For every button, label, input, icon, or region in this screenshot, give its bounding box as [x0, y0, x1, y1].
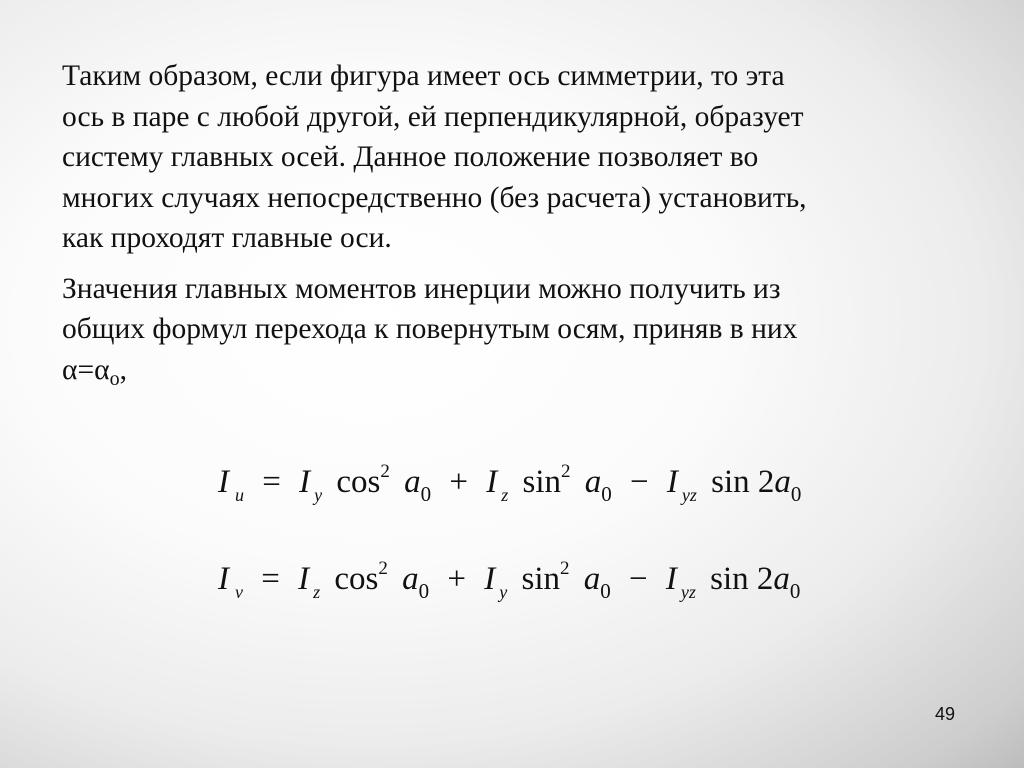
coefficient: 2: [756, 561, 774, 597]
symbol-i: I: [666, 464, 678, 500]
plus-sign: +: [449, 464, 468, 500]
power: 2: [560, 558, 570, 579]
formula-iu: [218, 452, 801, 515]
text-line: как проходят главные оси.: [62, 222, 392, 254]
alpha-line: [62, 350, 962, 400]
symbol-i: I: [218, 464, 229, 500]
angle-subscript: 0: [418, 579, 430, 603]
subscript: v: [235, 582, 243, 602]
cos-function: cos: [334, 561, 379, 597]
sin-function: sin: [521, 561, 561, 597]
text-line: многих случаях непосредственно (без расчета) установить,: [62, 181, 807, 214]
symbol-i: I: [298, 561, 310, 597]
text-line: Таким образом, если фигура имеет ось симметрии, то эта: [62, 60, 785, 92]
subscript: z: [313, 582, 321, 602]
subscript: y: [314, 485, 323, 505]
paragraph-axis-symmetry: [62, 56, 962, 259]
sin-function: sin: [711, 464, 750, 500]
paragraph-principal-moments: [62, 269, 962, 400]
page-number: 49: [935, 704, 956, 724]
symbol-i: I: [484, 561, 496, 597]
minus-sign: −: [629, 561, 648, 597]
symbol-i: I: [486, 464, 498, 500]
slide-body: [62, 56, 962, 399]
comma: ,: [119, 353, 127, 386]
angle-symbol: a: [402, 561, 419, 597]
text-line: общих формул перехода к повернутым осям, приняв в них: [62, 313, 798, 345]
cos-function: cos: [336, 464, 381, 500]
symbol-i: I: [299, 464, 311, 500]
symbol-i: I: [218, 561, 229, 597]
angle-symbol: a: [774, 464, 791, 500]
subscript: y: [499, 582, 508, 602]
coefficient: 2: [757, 464, 775, 500]
equals-sign: =: [77, 353, 95, 386]
angle-subscript: 0: [601, 482, 612, 506]
equals-sign: =: [261, 561, 280, 597]
angle-subscript: 0: [420, 482, 432, 506]
alpha-symbol-zero: α: [94, 353, 110, 386]
text-line: ось в паре с любой другой, ей перпендикулярной, образует: [62, 100, 804, 133]
angle-subscript: 0: [790, 482, 802, 506]
power: 2: [378, 558, 388, 579]
subscript: yz: [680, 582, 696, 602]
minus-sign: −: [630, 464, 649, 500]
subscript: yz: [681, 485, 697, 505]
text-line: Значения главных моментов инерции можно получить из: [62, 272, 781, 305]
angle-subscript: 0: [789, 579, 801, 603]
angle-subscript: 0: [600, 579, 611, 603]
power: 2: [561, 461, 571, 482]
sin-function: sin: [522, 464, 562, 500]
angle-symbol: a: [404, 464, 421, 500]
symbol-i: I: [665, 561, 677, 597]
angle-symbol: a: [584, 464, 602, 500]
sin-function: sin: [710, 561, 749, 597]
angle-symbol: a: [583, 561, 601, 597]
subscript: u: [235, 485, 244, 505]
angle-symbol: a: [773, 561, 790, 597]
subscript: z: [501, 485, 509, 505]
alpha-subscript: о: [109, 367, 120, 390]
alpha-symbol: α: [62, 353, 78, 386]
power: 2: [380, 461, 390, 482]
formula-iv: [218, 549, 800, 612]
text-line: систему главных осей. Данное положение позволяет во: [62, 141, 759, 173]
equals-sign: =: [262, 464, 281, 500]
plus-sign: +: [447, 561, 467, 597]
